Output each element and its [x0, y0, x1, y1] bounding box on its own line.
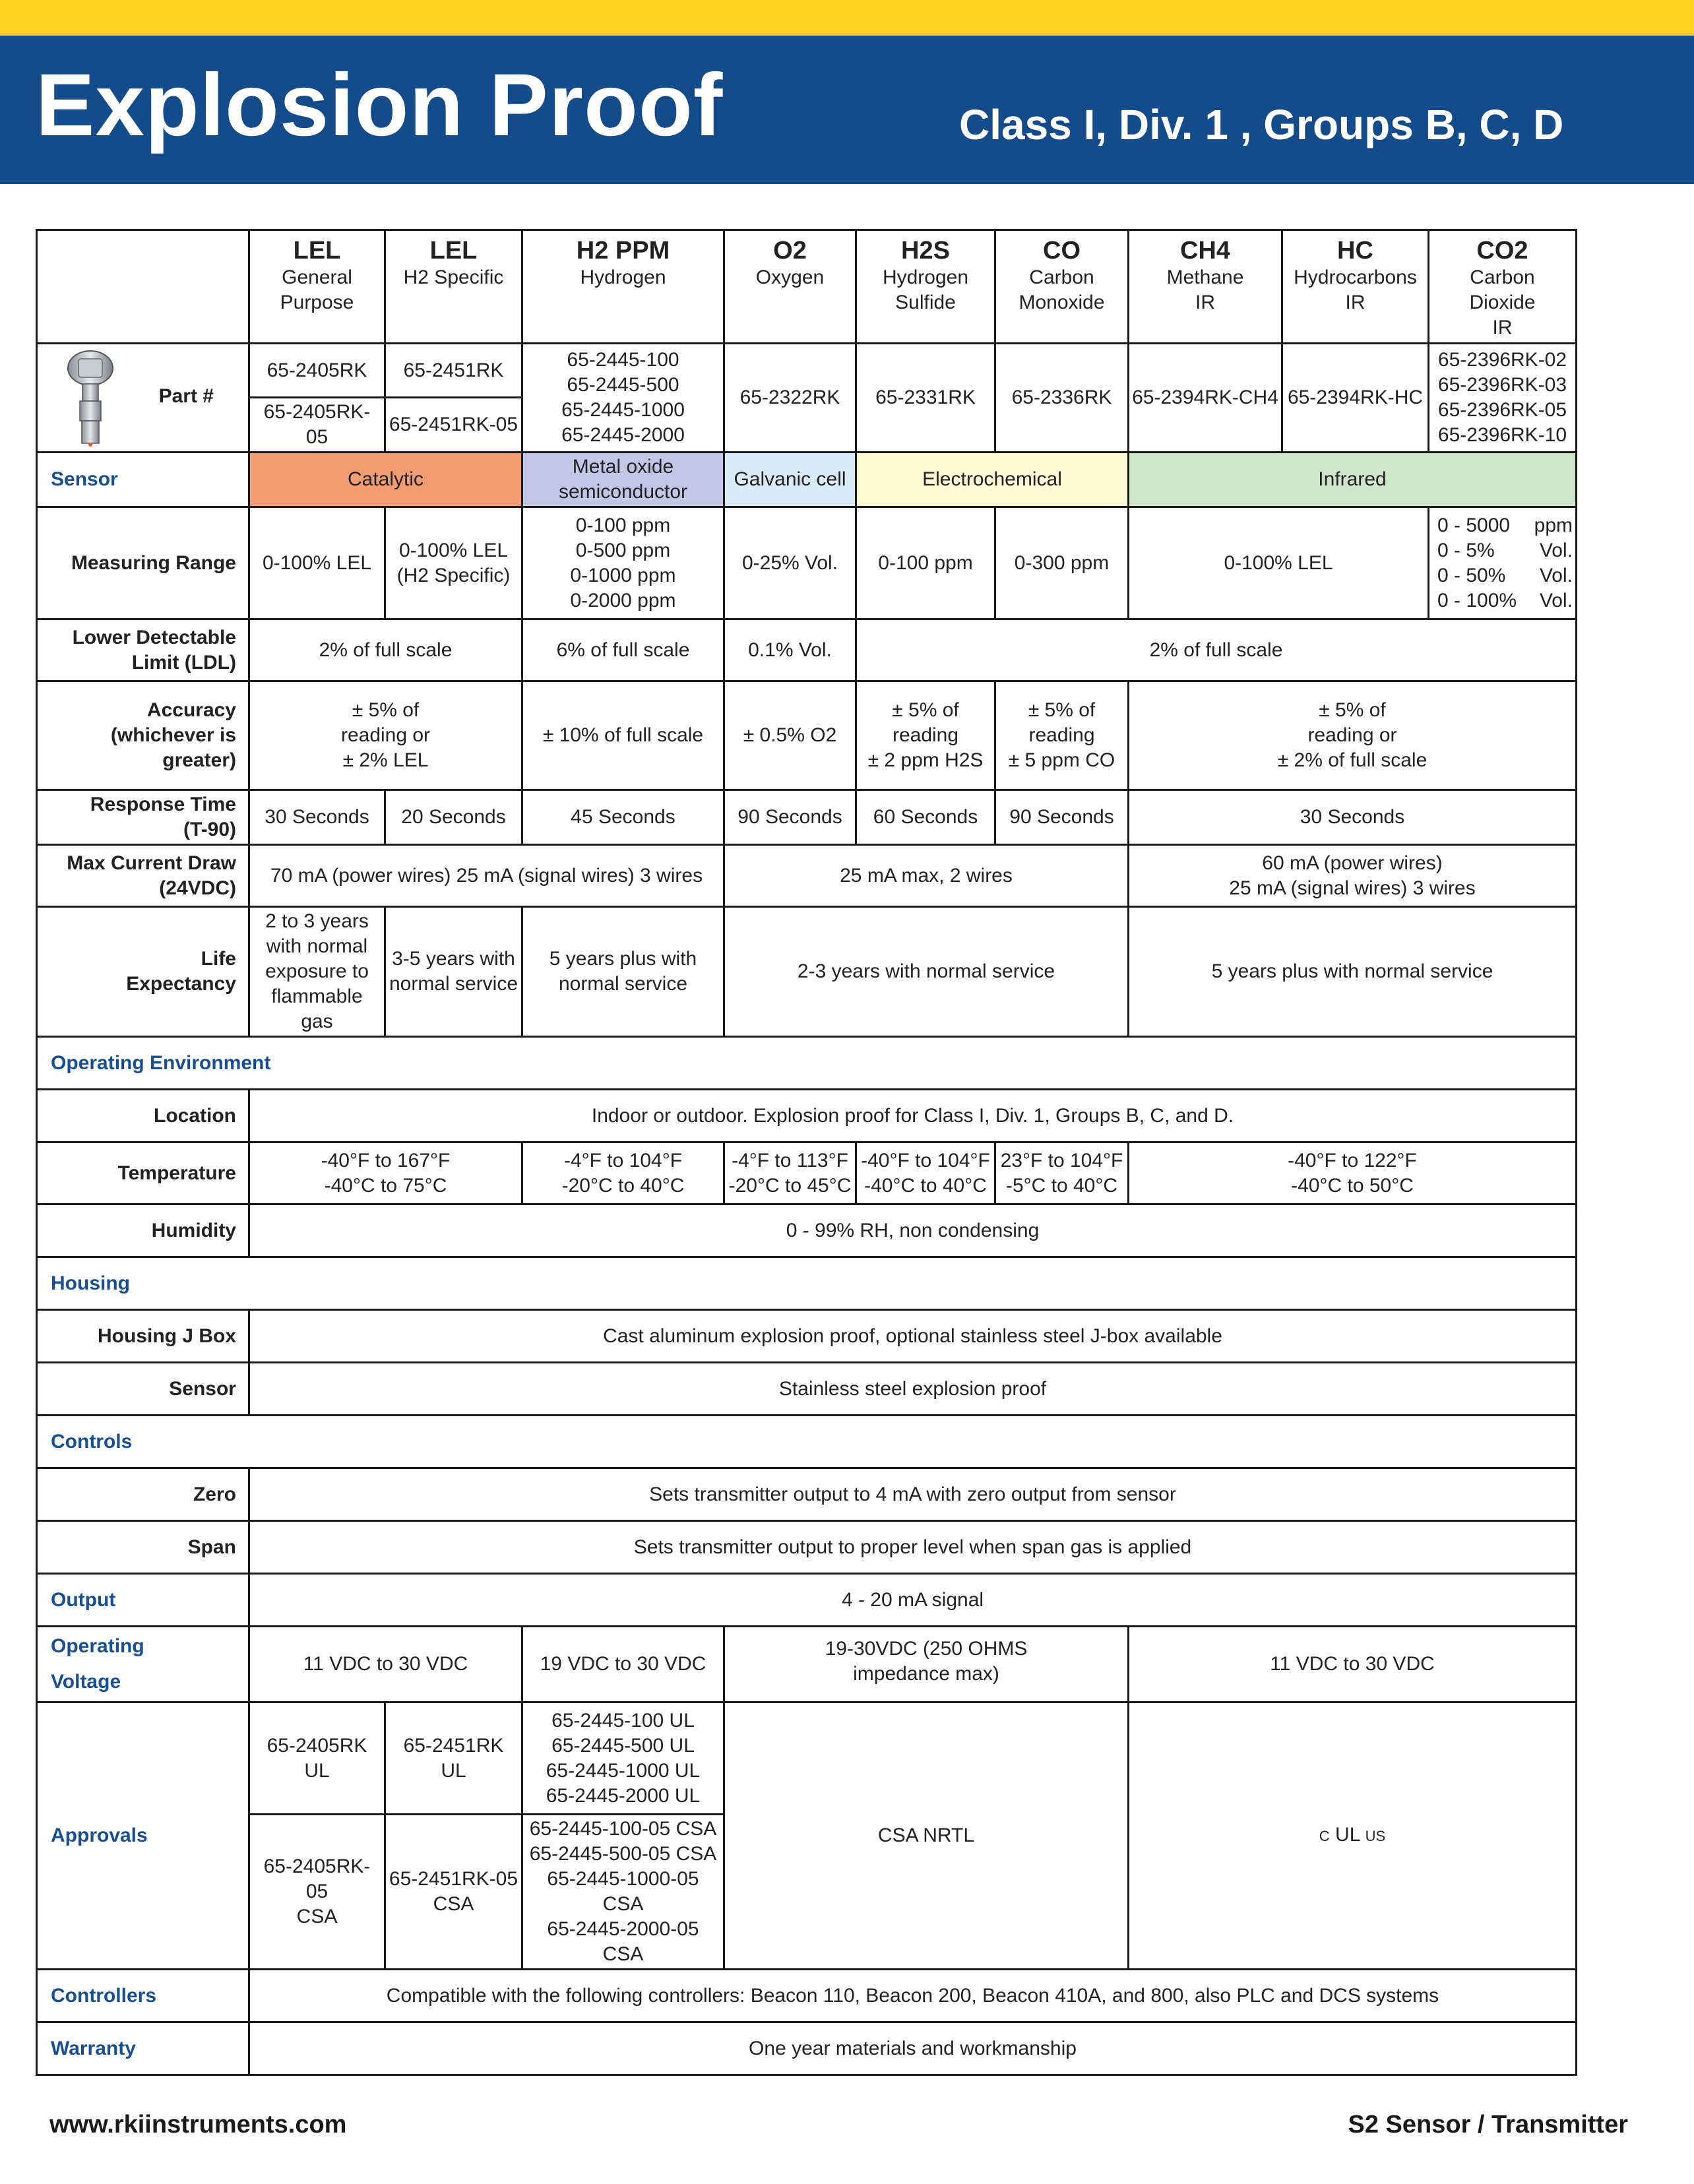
part-o2: 65-2322RK: [724, 344, 856, 452]
temp-h2ppm: -4°F to 104°F -20°C to 40°C: [522, 1142, 724, 1204]
span-row: [37, 1521, 1577, 1574]
column-gas-description: Dioxide: [1469, 292, 1536, 313]
housing-jbox-label: Housing J Box: [37, 1310, 249, 1363]
spec-table: [36, 229, 1577, 2076]
location-value: Indoor or outdoor. Explosion proof for Class I, Div. 1, Groups B, C, and D.: [249, 1090, 1577, 1142]
ldl-o2: 0.1% Vol.: [724, 619, 856, 681]
sensor-galvanic: Galvanic cell: [724, 452, 856, 507]
column-gas-name: H2S: [901, 237, 950, 265]
life-ir: 5 years plus with normal service: [1129, 907, 1577, 1037]
location-row: [37, 1090, 1577, 1142]
accuracy-ir: ± 5% of reading or ± 2% of full scale: [1129, 681, 1577, 790]
accuracy-label: Accuracy (whichever is greater): [37, 681, 249, 790]
controls-row: [37, 1416, 1577, 1468]
humidity-row: [37, 1204, 1577, 1257]
humidity-value: 0 - 99% RH, non condensing: [249, 1204, 1577, 1257]
approval-ir: [1129, 1702, 1577, 1970]
approval-h2ppm-ul: 65-2445-100 UL 65-2445-500 UL 65-2445-1000 UL 65-2445-2000 UL: [522, 1702, 724, 1815]
part-co2: 65-2396RK-02 65-2396RK-03 65-2396RK-05 65-2396RK-10: [1429, 344, 1577, 452]
voltage-echem: 19-30VDC (250 OHMS impedance max): [724, 1627, 1129, 1702]
part-co: 65-2336RK: [995, 344, 1129, 452]
response-ir: 30 Seconds: [1129, 790, 1577, 845]
approval-lel-h2-csa: 65-2451RK-05 CSA: [385, 1815, 522, 1970]
part-lel-h2-05: 65-2451RK-05: [385, 398, 522, 452]
column-gas-name: CO: [1043, 237, 1081, 265]
current-b: 25 mA max, 2 wires: [724, 845, 1129, 907]
range-o2: 0-25% Vol.: [724, 507, 856, 619]
part-lel-gp-05: 65-2405RK-05: [249, 398, 385, 452]
column-gas-description: Oxygen: [755, 266, 825, 288]
controllers-value: Compatible with the following controllers: Beacon 110, Beacon 200, Beacon 410A, and 800, also PLC and DCS systems: [249, 1970, 1577, 2022]
part-lel-h2: 65-2451RK: [385, 344, 522, 398]
life-lel-h2: 3-5 years with normal service: [385, 907, 522, 1037]
response-lel-h2: 20 Seconds: [385, 790, 522, 845]
range-lel-gp: 0-100% LEL: [249, 507, 385, 619]
column-gas-name: CH4: [1179, 237, 1231, 265]
response-h2ppm: 45 Seconds: [522, 790, 724, 845]
housing-sensor-value: Stainless steel explosion proof: [249, 1363, 1577, 1416]
accuracy-row: [37, 681, 1577, 790]
column-gas-name: O2: [773, 237, 807, 265]
page-title: Explosion Proof: [36, 56, 724, 154]
column-gas-description: H2 Specific: [403, 266, 504, 288]
col-h2ppm: [522, 230, 724, 344]
footer-product-name: S2 Sensor / Transmitter: [1348, 2111, 1628, 2138]
ldl-lel: 2% of full scale: [249, 619, 522, 681]
part-ch4: 65-2394RK-CH4: [1129, 344, 1282, 452]
housing-sensor-label: Sensor: [37, 1363, 249, 1416]
column-gas-name: CO2: [1476, 237, 1528, 265]
col-ch4: [1129, 230, 1282, 344]
part-number-label: Part #: [158, 385, 214, 407]
voltage-h2ppm: 19 VDC to 30 VDC: [522, 1627, 724, 1702]
column-gas-description: Carbon: [1470, 266, 1535, 288]
accuracy-co: ± 5% of reading ± 5 ppm CO: [995, 681, 1129, 790]
temp-co: 23°F to 104°F -5°C to 40°C: [995, 1142, 1129, 1204]
part-h2ppm: 65-2445-100 65-2445-500 65-2445-1000 65-2445-2000: [522, 344, 724, 452]
current-c: 60 mA (power wires) 25 mA (signal wires) 3 wires: [1129, 845, 1577, 907]
output-value: 4 - 20 mA signal: [249, 1574, 1577, 1627]
column-gas-description: Carbon: [1029, 266, 1094, 288]
part-lel-gp: 65-2405RK: [249, 344, 385, 398]
location-label: Location: [37, 1090, 249, 1142]
approval-echem: CSA NRTL: [724, 1702, 1129, 1970]
voltage-ir: 11 VDC to 30 VDC: [1129, 1627, 1577, 1702]
current-row: [37, 845, 1577, 907]
range-co2: 0 - 5000 ppm 0 - 5% Vol. 0 - 50% Vol. 0 - 100% Vol.: [1429, 507, 1577, 619]
temperature-label: Temperature: [37, 1142, 249, 1204]
approval-lel-h2-ul: 65-2451RK UL: [385, 1702, 522, 1815]
humidity-label: Humidity: [37, 1204, 249, 1257]
col-hc: [1282, 230, 1429, 344]
range-h2ppm: 0-100 ppm 0-500 ppm 0-1000 ppm 0-2000 ppm: [522, 507, 724, 619]
ldl-label: Lower Detectable Limit (LDL): [37, 619, 249, 681]
ldl-rest: 2% of full scale: [856, 619, 1577, 681]
part-hc: 65-2394RK-HC: [1282, 344, 1429, 452]
column-gas-name: H2 PPM: [576, 237, 670, 265]
life-label: Life Expectancy: [37, 907, 249, 1037]
zero-label: Zero: [37, 1468, 249, 1521]
operating-environment-row: [37, 1037, 1577, 1090]
span-label: Span: [37, 1521, 249, 1574]
accuracy-o2: ± 0.5% O2: [724, 681, 856, 790]
column-gas-description: General: [282, 266, 352, 288]
life-lel-gp: 2 to 3 years with normal exposure to flammable gas: [249, 907, 385, 1037]
life-echem: 2-3 years with normal service: [724, 907, 1129, 1037]
operating-environment-heading: Operating Environment: [37, 1037, 1577, 1090]
zero-row: [37, 1468, 1577, 1521]
measuring-range-row: [37, 507, 1577, 619]
sensor-electrochemical: Electrochemical: [856, 452, 1129, 507]
response-lel-gp: 30 Seconds: [249, 790, 385, 845]
current-a: 70 mA (power wires) 25 mA (signal wires) 3 wires: [249, 845, 724, 907]
column-gas-description: IR: [1492, 317, 1513, 338]
ldl-row: [37, 619, 1577, 681]
col-co2: [1429, 230, 1577, 344]
column-gas-description: IR: [1345, 292, 1365, 313]
controls-heading: Controls: [37, 1416, 1577, 1468]
sensor-section-label: Sensor: [37, 452, 249, 507]
column-header-row: [37, 230, 1577, 344]
housing-jbox-value: Cast aluminum explosion proof, optional stainless steel J-box available: [249, 1310, 1577, 1363]
top-accent-stripe: [0, 0, 1694, 36]
column-gas-description: Hydrogen: [882, 266, 969, 288]
voltage-lel: 11 VDC to 30 VDC: [249, 1627, 522, 1702]
controllers-heading: Controllers: [37, 1970, 249, 2022]
col-o2: [724, 230, 856, 344]
current-label: Max Current Draw (24VDC): [37, 845, 249, 907]
column-gas-description: Hydrogen: [580, 266, 666, 288]
accuracy-lel: ± 5% of reading or ± 2% LEL: [249, 681, 522, 790]
sensor-row: [37, 452, 1577, 507]
range-lel-h2: 0-100% LEL (H2 Specific): [385, 507, 522, 619]
temperature-row: [37, 1142, 1577, 1204]
col-lel-h2: [385, 230, 522, 344]
warranty-heading: Warranty: [37, 2022, 249, 2075]
measuring-range-label: Measuring Range: [37, 507, 249, 619]
temp-ir: -40°F to 122°F -40°C to 50°C: [1129, 1142, 1577, 1204]
accuracy-h2s: ± 5% of reading ± 2 ppm H2S: [856, 681, 995, 790]
sensor-mos: Metal oxide semiconductor: [522, 452, 724, 507]
column-gas-name: LEL: [429, 237, 478, 265]
sensor-catalytic: Catalytic: [249, 452, 522, 507]
part-row-a: [37, 344, 1577, 398]
response-co: 90 Seconds: [995, 790, 1129, 845]
col-h2s: [856, 230, 995, 344]
cul-us-mark-icon: C UL US: [1319, 1824, 1386, 1846]
housing-row: [37, 1257, 1577, 1310]
housing-heading: Housing: [37, 1257, 1577, 1310]
approvals-heading: Approvals: [37, 1702, 249, 1970]
column-gas-description: Purpose: [280, 292, 354, 313]
range-h2s: 0-100 ppm: [856, 507, 995, 619]
response-row: [37, 790, 1577, 845]
voltage-row: [37, 1627, 1577, 1702]
temp-lel: -40°F to 167°F -40°C to 75°C: [249, 1142, 522, 1204]
column-gas-description: Hydrocarbons: [1294, 266, 1417, 288]
zero-value: Sets transmitter output to 4 mA with zero output from sensor: [249, 1468, 1577, 1521]
approval-lel-gp-ul: 65-2405RK UL: [249, 1702, 385, 1815]
approval-h2ppm-csa: 65-2445-100-05 CSA 65-2445-500-05 CSA 65-2445-1000-05 CSA 65-2445-2000-05 CSA: [522, 1815, 724, 1970]
response-h2s: 60 Seconds: [856, 790, 995, 845]
accuracy-h2ppm: ± 10% of full scale: [522, 681, 724, 790]
footer-website-link[interactable]: www.rkiinstruments.com: [49, 2111, 347, 2138]
housing-jbox-row: [37, 1310, 1577, 1363]
page-subtitle: Class I, Div. 1 , Groups B, C, D: [959, 101, 1564, 148]
column-gas-name: LEL: [293, 237, 341, 265]
range-ir: 0-100% LEL: [1129, 507, 1429, 619]
column-gas-description: IR: [1195, 292, 1215, 313]
response-o2: 90 Seconds: [724, 790, 856, 845]
ldl-h2ppm: 6% of full scale: [522, 619, 724, 681]
column-gas-description: Methane: [1166, 266, 1244, 288]
temp-h2s: -40°F to 104°F -40°C to 40°C: [856, 1142, 995, 1204]
controllers-row: [37, 1970, 1577, 2022]
output-row: [37, 1574, 1577, 1627]
range-co: 0-300 ppm: [995, 507, 1129, 619]
sensor-transmitter-icon: [64, 350, 117, 447]
life-row: [37, 907, 1577, 1037]
temp-o2: -4°F to 113°F -20°C to 45°C: [724, 1142, 856, 1204]
sensor-infrared: Infrared: [1129, 452, 1577, 507]
column-gas-description: Monoxide: [1019, 292, 1105, 313]
part-h2s: 65-2331RK: [856, 344, 995, 452]
corner-cell: [37, 230, 249, 344]
column-gas-name: HC: [1337, 237, 1373, 265]
approval-lel-gp-csa: 65-2405RK-05 CSA: [249, 1815, 385, 1970]
approvals-row-ul: [37, 1702, 1577, 1815]
response-label: Response Time (T-90): [37, 790, 249, 845]
life-h2ppm: 5 years plus with normal service: [522, 907, 724, 1037]
column-gas-description: Sulfide: [895, 292, 956, 313]
span-value: Sets transmitter output to proper level when span gas is applied: [249, 1521, 1577, 1574]
col-lel-gp: [249, 230, 385, 344]
warranty-row: [37, 2022, 1577, 2075]
part-label-cell: [37, 344, 249, 452]
housing-sensor-row: [37, 1363, 1577, 1416]
warranty-value: One year materials and workmanship: [249, 2022, 1577, 2075]
voltage-heading: Operating Voltage: [37, 1627, 249, 1702]
output-heading: Output: [37, 1574, 249, 1627]
col-co: [995, 230, 1129, 344]
